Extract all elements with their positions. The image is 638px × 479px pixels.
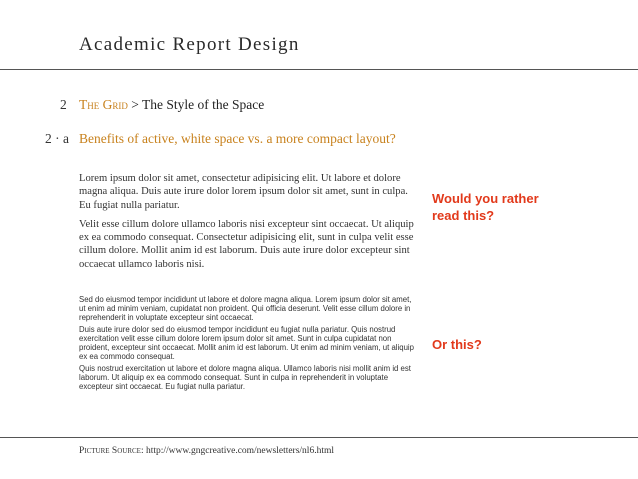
callout-line: Would you rather: [432, 191, 539, 206]
sample-paragraph: Lorem ipsum dolor sit amet, consectetur adipisicing elit. Ut labore et dolore magna aliqua. Duis aute irure dolor lorem ipsum dolor sit amet, sunt in culpa. Eu fugiat nulla pariatur.: [79, 173, 408, 211]
callout-spacious: [432, 190, 539, 224]
section-number: 2: [60, 97, 67, 112]
breadcrumb-path: [79, 97, 264, 113]
source-url: http://www.gngcreative.com/newsletters/nl6.html: [145, 446, 334, 456]
sample-paragraph: Duis aute irure dolor sed do eiusmod tempor incididunt eu fugiat nulla pariatur. Quis nostrud exercitation velit esse cillum dolore lorem ipsum dolor sit amet. Sunt in culpa cupidatat non proident, excepteur sint occaecat. Mollit anim id est laborum. Ut enim ad minim veniam, ut aliquip ex ea commodo consequat.: [79, 325, 414, 361]
callout-line: read this?: [432, 208, 495, 223]
sample-paragraph: Quis nostrud exercitation ut labore et dolore magna aliqua. Ullamco laboris nisi mollit anim id est laborum. Ut aliquip ex ea commodo consequat. Sunt in culpa in reprehenderit in voluptate excepteur sint occaecat. Eu fugiat nulla pariatur.: [79, 364, 411, 392]
section-name: The Grid: [79, 97, 128, 112]
callout-compact: Or this?: [432, 337, 482, 352]
picture-source: [79, 446, 334, 456]
header-divider: [0, 69, 638, 70]
footer-divider: [0, 437, 638, 438]
source-label: Picture Source:: [79, 446, 144, 456]
slide-title: Academic Report Design: [79, 34, 300, 55]
subsection-name: The Style of the Space: [142, 97, 265, 112]
sample-paragraph: Velit esse cillum dolore ullamco laboris nisi excepteur sint occaecat. Ut aliquip ex ea commodo consequat. Consectetur adipisicing elit, sunt in culpa velit esse cillum dolore. Mollit anim id est laborum. Duis aute irure dolor excepteur sint occaecat ullamco laboris nisi.: [79, 218, 414, 270]
question-text: Benefits of active, white space vs. a more compact layout?: [79, 131, 396, 146]
breadcrumb-separator: >: [131, 97, 139, 112]
sample-compact-layout: [79, 296, 414, 396]
sample-spacious-layout: [79, 172, 414, 277]
sample-paragraph: Sed do eiusmod tempor incididunt ut labore et dolore magna aliqua. Lorem ipsum dolor sit amet, ut enim ad minim veniam, cupidatat non proident. Qui officia deserunt. Velit esse cillum dolore in reprehenderit in voluptate excepteur sint occaecat.: [79, 295, 412, 322]
question-number: 2 · a: [45, 131, 69, 146]
